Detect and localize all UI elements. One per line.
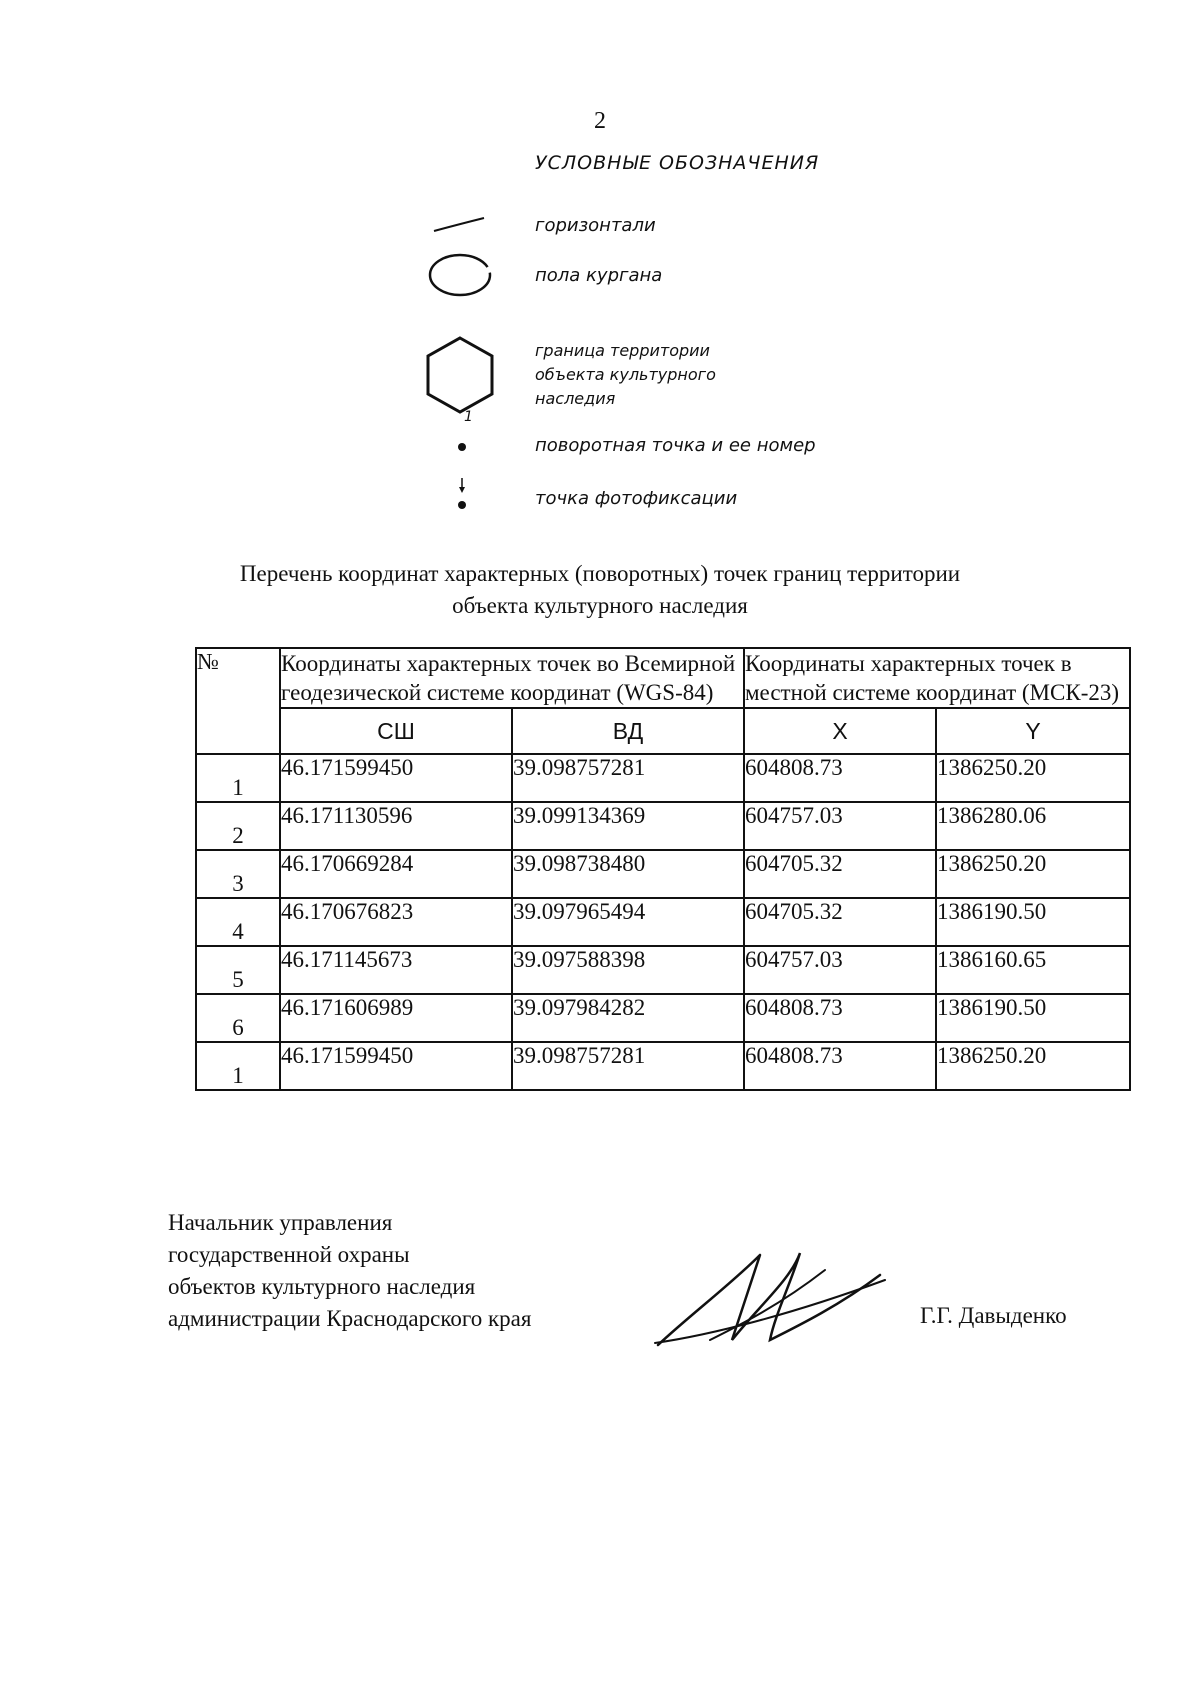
cell-y: 1386250.20 <box>936 850 1130 898</box>
mound-floor-oval-icon <box>420 250 500 300</box>
table-row <box>196 994 1130 1042</box>
cell-x: 604808.73 <box>744 994 936 1042</box>
cell-lon: 39.097965494 <box>512 898 744 946</box>
cell-point-number: 5 <box>196 946 280 994</box>
col-lon-header: ВД <box>512 708 744 754</box>
cell-lon: 39.099134369 <box>512 802 744 850</box>
legend-item-contour <box>420 212 940 242</box>
col-number-header: № <box>196 648 280 754</box>
table-heading <box>0 558 1200 622</box>
signer-line: администрации Краснодарского края <box>168 1306 532 1331</box>
cell-x: 604705.32 <box>744 898 936 946</box>
col-group-wgs: Координаты характерных точек во Всемирной геодезической системе координат (WGS-84) <box>280 648 744 708</box>
photo-point-icon <box>420 475 480 515</box>
legend-item-turning-point <box>420 409 940 456</box>
legend-item-mound <box>420 250 940 300</box>
col-y-header: Y <box>936 708 1130 754</box>
legend-label-contour: горизонтали <box>535 215 656 236</box>
signer-name: Г.Г. Давыденко <box>920 1303 1067 1328</box>
cell-point-number: 1 <box>196 754 280 802</box>
legend-label-boundary: граница территории объекта культурного наследия <box>535 341 716 408</box>
cell-point-number: 2 <box>196 802 280 850</box>
legend-label-photo-point: точка фотофиксации <box>535 488 738 509</box>
table-row <box>196 850 1130 898</box>
cell-point-number: 3 <box>196 850 280 898</box>
table-row <box>196 946 1130 994</box>
legend-title: УСЛОВНЫЕ ОБОЗНАЧЕНИЯ <box>535 152 820 174</box>
cell-point-number: 6 <box>196 994 280 1042</box>
cell-lat: 46.171599450 <box>280 754 512 802</box>
cell-y: 1386160.65 <box>936 946 1130 994</box>
legend-label-turning-point: поворотная точка и ее номер <box>535 435 816 456</box>
cell-x: 604757.03 <box>744 946 936 994</box>
signer-line: объектов культурного наследия <box>168 1274 476 1299</box>
table-header-row <box>196 648 1130 708</box>
signer-title <box>168 1207 531 1335</box>
signer-line: Начальник управления <box>168 1210 393 1235</box>
cell-y: 1386190.50 <box>936 898 1130 946</box>
table-row <box>196 898 1130 946</box>
legend-label-mound: пола кургана <box>535 265 663 286</box>
cell-lon: 39.097984282 <box>512 994 744 1042</box>
cell-lon: 39.097588398 <box>512 946 744 994</box>
signer-line: государственной охраны <box>168 1242 410 1267</box>
cell-x: 604705.32 <box>744 850 936 898</box>
col-lat-header: СШ <box>280 708 512 754</box>
cell-lon: 39.098757281 <box>512 754 744 802</box>
cell-x: 604808.73 <box>744 1042 936 1090</box>
turning-point-marker: 1 <box>464 409 473 425</box>
col-group-msk: Координаты характерных точек в местной системе координат (МСК-23) <box>744 648 1130 708</box>
heading-line-2: объекта культурного наследия <box>452 593 748 618</box>
col-x-header: X <box>744 708 936 754</box>
cell-lon: 39.098757281 <box>512 1042 744 1090</box>
table-row <box>196 754 1130 802</box>
table-row <box>196 802 1130 850</box>
cell-point-number: 4 <box>196 898 280 946</box>
hexagon-boundary-icon <box>420 335 500 415</box>
cell-y: 1386250.20 <box>936 1042 1130 1090</box>
cell-lon: 39.098738480 <box>512 850 744 898</box>
table-row <box>196 1042 1130 1090</box>
contour-line-icon <box>420 212 490 242</box>
cell-y: 1386190.50 <box>936 994 1130 1042</box>
table-subheader-row <box>196 708 1130 754</box>
cell-point-number: 1 <box>196 1042 280 1090</box>
legend-item-photo-point <box>420 475 940 515</box>
cell-y: 1386280.06 <box>936 802 1130 850</box>
cell-lat: 46.170669284 <box>280 850 512 898</box>
cell-lat: 46.171145673 <box>280 946 512 994</box>
page-number: 2 <box>594 108 606 134</box>
cell-lat: 46.171599450 <box>280 1042 512 1090</box>
cell-x: 604808.73 <box>744 754 936 802</box>
heading-line-1: Перечень координат характерных (поворотных) точек границ территории <box>239 561 961 586</box>
cell-x: 604757.03 <box>744 802 936 850</box>
coordinates-table <box>195 647 1131 1091</box>
cell-lat: 46.171606989 <box>280 994 512 1042</box>
legend-item-boundary <box>420 335 940 415</box>
handwritten-signature <box>650 1245 890 1355</box>
cell-y: 1386250.20 <box>936 754 1130 802</box>
cell-lat: 46.170676823 <box>280 898 512 946</box>
cell-lat: 46.171130596 <box>280 802 512 850</box>
